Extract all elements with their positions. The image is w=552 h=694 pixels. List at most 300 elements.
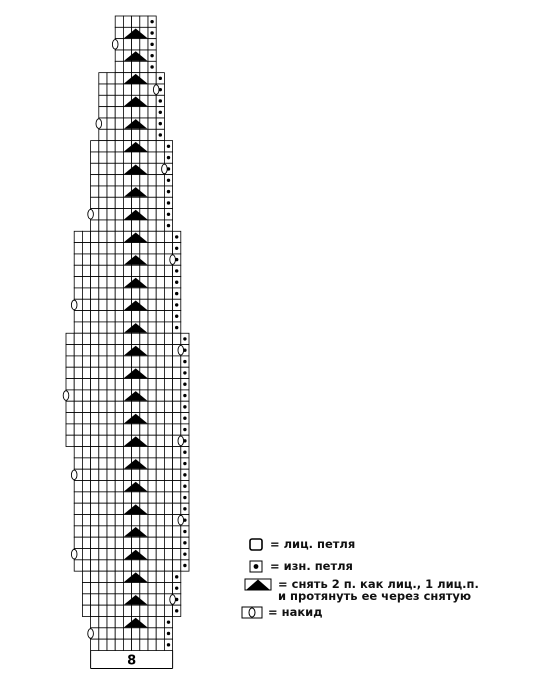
grid-cell xyxy=(74,277,82,288)
legend-label-knit: = лиц. петля xyxy=(270,537,356,551)
yarnover-mark xyxy=(178,345,184,355)
grid-cell xyxy=(107,424,115,435)
grid-cell xyxy=(115,254,123,265)
grid-cell xyxy=(91,481,99,492)
grid-cell xyxy=(82,447,90,458)
grid-cell xyxy=(91,152,99,163)
grid-cell xyxy=(140,175,148,186)
grid-cell xyxy=(148,503,156,514)
grid-cell xyxy=(156,231,164,242)
grid-cell xyxy=(164,277,172,288)
grid-cell xyxy=(156,356,164,367)
yarnover-mark xyxy=(162,164,168,174)
grid-cell xyxy=(107,152,115,163)
grid-cell xyxy=(115,390,123,401)
grid-cell xyxy=(173,333,181,344)
grid-cell xyxy=(148,515,156,526)
grid-cell xyxy=(123,84,131,95)
grid-cell xyxy=(107,583,115,594)
grid-cell xyxy=(91,537,99,548)
purl-mark xyxy=(150,20,153,23)
grid-cell xyxy=(115,379,123,390)
grid-cell xyxy=(123,39,131,50)
grid-cell xyxy=(164,231,172,242)
grid-cell xyxy=(148,265,156,276)
grid-cell xyxy=(107,413,115,424)
grid-cell xyxy=(91,515,99,526)
purl-mark xyxy=(183,394,186,397)
grid-cell xyxy=(148,401,156,412)
grid-cell xyxy=(132,265,140,276)
grid-cell xyxy=(148,492,156,503)
grid-cell xyxy=(82,288,90,299)
grid-cell xyxy=(82,367,90,378)
purl-mark xyxy=(167,643,170,646)
grid-cell xyxy=(140,469,148,480)
grid-cell xyxy=(91,549,99,560)
grid-cell xyxy=(99,209,107,220)
grid-cell xyxy=(156,469,164,480)
grid-cell xyxy=(148,435,156,446)
grid-cell xyxy=(115,27,123,38)
grid-cell xyxy=(148,367,156,378)
grid-cell xyxy=(91,526,99,537)
grid-cell xyxy=(156,322,164,333)
grid-cell xyxy=(107,594,115,605)
grid-cell xyxy=(82,401,90,412)
grid-cell xyxy=(132,107,140,118)
grid-cell xyxy=(148,288,156,299)
grid-cell xyxy=(99,401,107,412)
grid-cell xyxy=(107,367,115,378)
grid-cell xyxy=(107,469,115,480)
grid-cell xyxy=(123,288,131,299)
purl-mark xyxy=(150,31,153,34)
grid-cell xyxy=(132,560,140,571)
grid-cell xyxy=(82,549,90,560)
grid-cell xyxy=(107,107,115,118)
grid-cell xyxy=(107,73,115,84)
legend-label-decrease-1: = снять 2 п. как лиц., 1 лиц.п. xyxy=(278,577,479,591)
grid-cell xyxy=(132,515,140,526)
grid-cell xyxy=(164,526,172,537)
grid-cell xyxy=(123,220,131,231)
grid-cell xyxy=(107,277,115,288)
grid-cell xyxy=(82,333,90,344)
grid-cell xyxy=(82,594,90,605)
grid-cell xyxy=(82,481,90,492)
purl-mark xyxy=(150,65,153,68)
grid-cell xyxy=(140,107,148,118)
grid-cell xyxy=(99,413,107,424)
grid-cell xyxy=(148,458,156,469)
grid-cell xyxy=(91,197,99,208)
grid-cell xyxy=(74,458,82,469)
grid-cell xyxy=(123,515,131,526)
grid-cell xyxy=(115,413,123,424)
grid-cell xyxy=(140,583,148,594)
grid-cell xyxy=(91,583,99,594)
grid-cell xyxy=(123,447,131,458)
grid-cell xyxy=(91,503,99,514)
grid-cell xyxy=(107,118,115,129)
grid-cell xyxy=(82,379,90,390)
purl-mark xyxy=(175,315,178,318)
grid-cell xyxy=(148,424,156,435)
grid-cell xyxy=(140,515,148,526)
grid-cell xyxy=(91,571,99,582)
grid-cell xyxy=(148,118,156,129)
grid-cell xyxy=(132,84,140,95)
grid-cell xyxy=(82,458,90,469)
grid-cell xyxy=(156,209,164,220)
grid-cell xyxy=(173,537,181,548)
yarnover-mark xyxy=(88,209,94,219)
grid-cell xyxy=(140,447,148,458)
grid-cell xyxy=(66,333,74,344)
grid-cell xyxy=(74,231,82,242)
grid-cell xyxy=(91,265,99,276)
grid-cell xyxy=(91,299,99,310)
grid-cell xyxy=(91,345,99,356)
grid-cell xyxy=(107,549,115,560)
yarnover-mark xyxy=(71,470,77,480)
yarnover-mark xyxy=(178,436,184,446)
grid-cell xyxy=(132,129,140,140)
grid-cell xyxy=(107,571,115,582)
grid-cell xyxy=(140,311,148,322)
grid-cell xyxy=(115,401,123,412)
grid-cell xyxy=(132,243,140,254)
grid-cell xyxy=(107,458,115,469)
grid-cell xyxy=(156,616,164,627)
grid-cell xyxy=(115,345,123,356)
grid-cell xyxy=(148,583,156,594)
grid-cell xyxy=(99,299,107,310)
grid-cell xyxy=(140,560,148,571)
grid-cell xyxy=(115,277,123,288)
grid-cell xyxy=(82,311,90,322)
purl-mark xyxy=(167,224,170,227)
grid-cell xyxy=(148,175,156,186)
grid-cell xyxy=(74,560,82,571)
grid-cell xyxy=(123,537,131,548)
grid-cell xyxy=(156,571,164,582)
grid-cell xyxy=(107,628,115,639)
grid-cell xyxy=(74,435,82,446)
grid-cell xyxy=(99,186,107,197)
grid-cell xyxy=(173,481,181,492)
grid-cell xyxy=(99,515,107,526)
grid-cell xyxy=(140,39,148,50)
grid-cell xyxy=(82,503,90,514)
grid-cell xyxy=(91,639,99,650)
grid-cell xyxy=(164,390,172,401)
grid-cell xyxy=(140,129,148,140)
grid-cell xyxy=(91,356,99,367)
grid-cell xyxy=(107,605,115,616)
grid-cell xyxy=(82,583,90,594)
grid-cell xyxy=(148,469,156,480)
purl-mark xyxy=(167,620,170,623)
purl-mark xyxy=(167,632,170,635)
grid-cell xyxy=(156,447,164,458)
grid-cell xyxy=(173,390,181,401)
grid-cell xyxy=(164,288,172,299)
grid-cell xyxy=(115,129,123,140)
grid-cell xyxy=(74,322,82,333)
grid-cell xyxy=(115,73,123,84)
grid-cell xyxy=(140,16,148,27)
grid-cell xyxy=(156,277,164,288)
yarnover-mark xyxy=(88,629,94,639)
yarnover-mark xyxy=(178,515,184,525)
grid-cell xyxy=(148,639,156,650)
grid-cell xyxy=(156,299,164,310)
grid-cell xyxy=(123,333,131,344)
purl-mark xyxy=(167,179,170,182)
grid-cell xyxy=(132,492,140,503)
grid-cell xyxy=(164,560,172,571)
grid-cell xyxy=(74,243,82,254)
grid-cell xyxy=(74,333,82,344)
grid-cell xyxy=(91,186,99,197)
grid-cell xyxy=(132,288,140,299)
grid-cell xyxy=(164,367,172,378)
purl-mark xyxy=(159,77,162,80)
grid-cell xyxy=(164,401,172,412)
width-label: 8 xyxy=(127,653,137,669)
grid-cell xyxy=(107,141,115,152)
grid-cell xyxy=(91,447,99,458)
grid-cell xyxy=(123,311,131,322)
grid-cell xyxy=(115,526,123,537)
grid-cell xyxy=(148,616,156,627)
grid-cell xyxy=(74,288,82,299)
grid-cell xyxy=(123,605,131,616)
grid-cell xyxy=(140,639,148,650)
grid-cell xyxy=(99,526,107,537)
grid-cell xyxy=(107,526,115,537)
grid-cell xyxy=(156,390,164,401)
grid-cell xyxy=(156,594,164,605)
grid-cell xyxy=(82,435,90,446)
grid-cell xyxy=(99,458,107,469)
grid-cell xyxy=(107,231,115,242)
grid-cell xyxy=(99,481,107,492)
grid-cell xyxy=(107,537,115,548)
grid-cell xyxy=(74,345,82,356)
grid-cell xyxy=(74,390,82,401)
grid-cell xyxy=(132,447,140,458)
grid-cell xyxy=(115,503,123,514)
grid-cell xyxy=(164,515,172,526)
grid-cell xyxy=(99,605,107,616)
grid-cell xyxy=(123,401,131,412)
grid-cell xyxy=(148,594,156,605)
grid-cell xyxy=(173,401,181,412)
grid-cell xyxy=(132,39,140,50)
grid-cell xyxy=(148,277,156,288)
grid-cell xyxy=(156,492,164,503)
grid-cell xyxy=(115,639,123,650)
grid-cell xyxy=(140,379,148,390)
grid-cell xyxy=(156,288,164,299)
grid-cell xyxy=(99,163,107,174)
grid-cell xyxy=(156,458,164,469)
grid-cell xyxy=(156,413,164,424)
purl-mark xyxy=(167,145,170,148)
grid-cell xyxy=(156,639,164,650)
grid-cell xyxy=(132,220,140,231)
grid-cell xyxy=(156,175,164,186)
grid-cell xyxy=(115,95,123,106)
grid-cell xyxy=(156,605,164,616)
grid-cell xyxy=(148,299,156,310)
grid-cell xyxy=(99,390,107,401)
grid-cell xyxy=(91,458,99,469)
grid-cell xyxy=(82,390,90,401)
grid-cell xyxy=(107,288,115,299)
grid-cell xyxy=(115,571,123,582)
purl-mark xyxy=(183,360,186,363)
grid-cell xyxy=(82,605,90,616)
grid-cell xyxy=(107,515,115,526)
legend-label-yarnover: = накид xyxy=(268,605,323,619)
purl-mark xyxy=(167,190,170,193)
grid-cell xyxy=(115,583,123,594)
grid-cell xyxy=(82,492,90,503)
grid-cell xyxy=(107,560,115,571)
grid-cell xyxy=(82,254,90,265)
grid-cell xyxy=(107,639,115,650)
grid-cell xyxy=(140,152,148,163)
grid-cell xyxy=(99,447,107,458)
yarnover-mark xyxy=(71,549,77,559)
grid-cell xyxy=(82,345,90,356)
grid-cell xyxy=(107,616,115,627)
grid-cell xyxy=(148,560,156,571)
grid-cell xyxy=(115,594,123,605)
grid-cell xyxy=(148,152,156,163)
grid-cell xyxy=(132,16,140,27)
grid-cell xyxy=(140,265,148,276)
grid-cell xyxy=(115,322,123,333)
grid-cell xyxy=(156,345,164,356)
grid-cell xyxy=(173,379,181,390)
grid-cell xyxy=(164,458,172,469)
grid-cell xyxy=(115,152,123,163)
grid-cell xyxy=(99,469,107,480)
grid-cell xyxy=(156,379,164,390)
grid-cell xyxy=(91,322,99,333)
grid-cell xyxy=(91,605,99,616)
grid-cell xyxy=(74,265,82,276)
grid-cell xyxy=(132,639,140,650)
grid-cell xyxy=(132,152,140,163)
grid-cell xyxy=(82,299,90,310)
grid-cell xyxy=(99,231,107,242)
grid-cell xyxy=(74,401,82,412)
grid-cell xyxy=(148,197,156,208)
grid-cell xyxy=(107,129,115,140)
grid-cell xyxy=(132,175,140,186)
grid-cell xyxy=(156,537,164,548)
grid-cell xyxy=(140,61,148,72)
grid-cell xyxy=(164,322,172,333)
grid-cell xyxy=(123,61,131,72)
purl-mark xyxy=(175,281,178,284)
grid-cell xyxy=(148,254,156,265)
purl-mark xyxy=(183,337,186,340)
grid-cell xyxy=(132,311,140,322)
grid-cell xyxy=(91,469,99,480)
grid-cell xyxy=(66,379,74,390)
grid-cell xyxy=(99,345,107,356)
grid-cell xyxy=(123,560,131,571)
yarnover-mark xyxy=(170,595,176,605)
grid-cell xyxy=(66,424,74,435)
yarnover-mark xyxy=(170,255,176,265)
grid-cell xyxy=(173,413,181,424)
grid-cell xyxy=(74,537,82,548)
grid-cell xyxy=(148,549,156,560)
grid-cell xyxy=(148,333,156,344)
grid-cell xyxy=(173,560,181,571)
legend-label-decrease-2: и протянуть ее через снятую xyxy=(278,589,472,603)
grid-cell xyxy=(66,345,74,356)
grid-cell xyxy=(91,594,99,605)
grid-cell xyxy=(115,616,123,627)
grid-cell xyxy=(115,107,123,118)
purl-mark xyxy=(183,405,186,408)
grid-cell xyxy=(164,311,172,322)
grid-cell xyxy=(91,254,99,265)
yarnover-mark xyxy=(153,85,159,95)
grid-cell xyxy=(132,583,140,594)
grid-cell xyxy=(123,639,131,650)
grid-cell xyxy=(132,628,140,639)
grid-cell xyxy=(140,84,148,95)
grid-cell xyxy=(164,333,172,344)
grid-cell xyxy=(132,605,140,616)
grid-cell xyxy=(107,333,115,344)
grid-cell xyxy=(99,571,107,582)
grid-cell xyxy=(148,186,156,197)
grid-cell xyxy=(148,571,156,582)
grid-cell xyxy=(107,481,115,492)
grid-cell xyxy=(123,469,131,480)
grid-cell xyxy=(123,628,131,639)
grid-cell xyxy=(99,322,107,333)
grid-cell xyxy=(148,163,156,174)
grid-cell xyxy=(115,492,123,503)
grid-cell xyxy=(140,605,148,616)
grid-cell xyxy=(148,95,156,106)
grid-cell xyxy=(91,163,99,174)
grid-cell xyxy=(148,628,156,639)
grid-cell xyxy=(91,424,99,435)
grid-cell xyxy=(156,186,164,197)
grid-cell xyxy=(99,549,107,560)
grid-cell xyxy=(74,379,82,390)
grid-cell xyxy=(123,424,131,435)
grid-cell xyxy=(82,469,90,480)
grid-cell xyxy=(115,356,123,367)
grid-cell xyxy=(156,628,164,639)
grid-cell xyxy=(123,379,131,390)
grid-cell xyxy=(156,560,164,571)
